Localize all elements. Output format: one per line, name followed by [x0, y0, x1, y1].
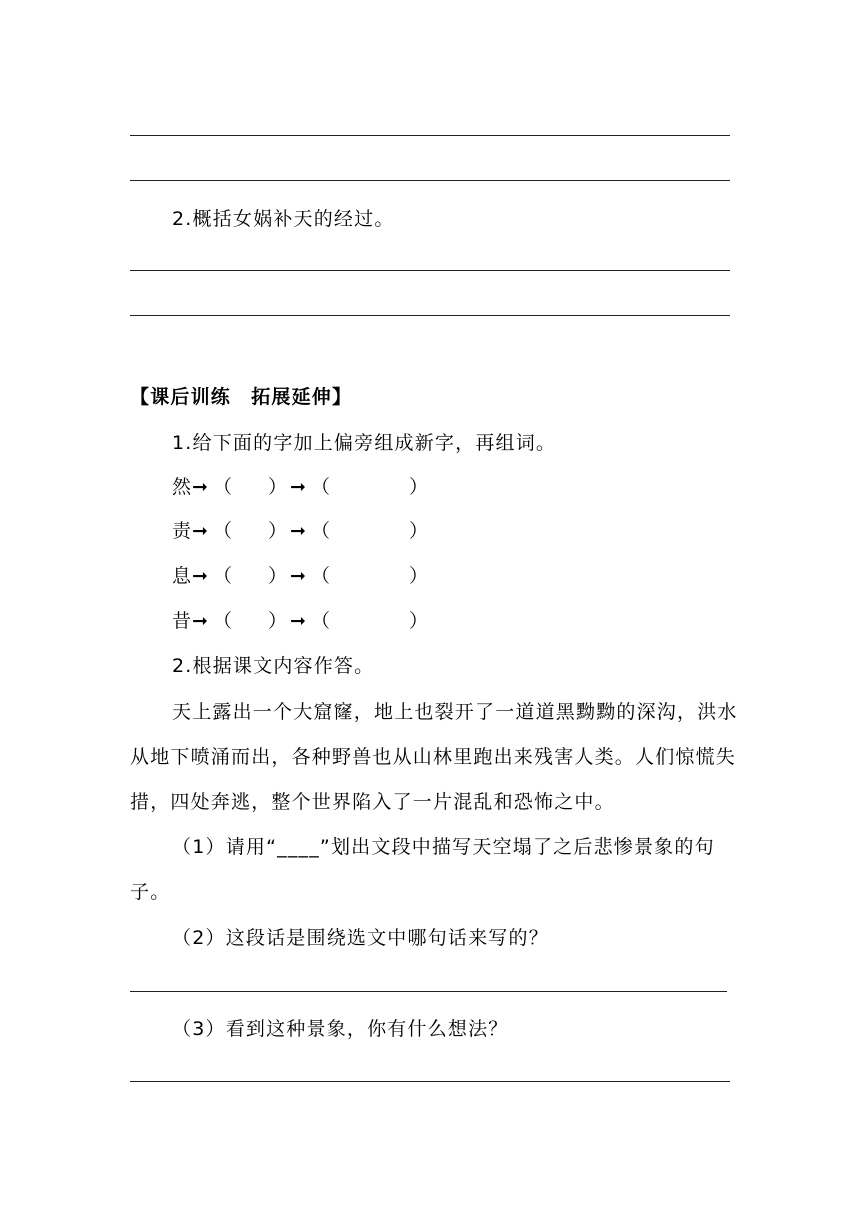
close-paren: ） [268, 610, 289, 632]
new-char-blank[interactable] [238, 520, 268, 542]
word-blank[interactable] [336, 520, 406, 542]
question-2-prompt: 2.概括女娲补天的经过。 [172, 208, 395, 230]
task-1-prompt: 1.给下面的字加上偏旁组成新字，再组词。 [172, 432, 557, 454]
close-paren: ） [409, 565, 430, 587]
passage-line: 措，四处奔逃，整个世界陷入了一片混乱和恐怖之中。 [130, 791, 615, 813]
close-paren: ） [268, 476, 289, 498]
arrow-icon: ➞ [290, 520, 308, 542]
answer-line[interactable] [130, 1081, 730, 1082]
passage-line: 天上露出一个大窟窿，地上也裂开了一道道黑黝黝的深沟，洪水 [172, 701, 738, 723]
open-paren: （ [213, 565, 234, 587]
open-paren: （ [311, 520, 332, 542]
new-char-blank[interactable] [238, 610, 268, 632]
close-paren: ） [268, 520, 289, 542]
task-2-prompt: 2.根据课文内容作答。 [172, 655, 375, 677]
subquestion-3: （3）看到这种景象，你有什么想法？ [172, 1018, 509, 1040]
answer-line[interactable] [130, 180, 730, 181]
section-title: 【课后训练 拓展延伸】 [130, 386, 353, 408]
base-char: 昔 [172, 610, 193, 632]
close-paren: ） [409, 476, 430, 498]
subquestion-2: （2）这段话是围绕选文中哪句话来写的？ [172, 927, 549, 949]
arrow-icon: ➞ [192, 476, 210, 498]
answer-line[interactable] [130, 135, 730, 136]
base-char: 责 [172, 520, 193, 542]
answer-line[interactable] [130, 991, 727, 992]
word-blank[interactable] [336, 565, 406, 587]
close-paren: ） [268, 565, 289, 587]
word-blank[interactable] [336, 610, 406, 632]
char-row [0, 610, 860, 634]
open-paren: （ [213, 476, 234, 498]
base-char: 然 [172, 476, 193, 498]
open-paren: （ [311, 476, 332, 498]
answer-line[interactable] [130, 270, 730, 271]
arrow-icon: ➞ [290, 476, 308, 498]
open-paren: （ [311, 610, 332, 632]
char-row [0, 476, 860, 500]
arrow-icon: ➞ [290, 610, 308, 632]
open-paren: （ [311, 565, 332, 587]
char-row [0, 565, 860, 589]
open-paren: （ [213, 610, 234, 632]
close-paren: ） [409, 520, 430, 542]
close-paren: ） [409, 610, 430, 632]
new-char-blank[interactable] [238, 565, 268, 587]
answer-line[interactable] [130, 315, 730, 316]
subquestion-1-cont: 子。 [130, 881, 171, 903]
new-char-blank[interactable] [238, 476, 268, 498]
char-row [0, 520, 860, 544]
word-blank[interactable] [336, 476, 406, 498]
passage-line: 从地下喷涌而出，各种野兽也从山林里跑出来残害人类。人们惊慌失 [130, 746, 737, 768]
base-char: 息 [172, 565, 193, 587]
arrow-icon: ➞ [192, 565, 210, 587]
open-paren: （ [213, 520, 234, 542]
arrow-icon: ➞ [290, 565, 308, 587]
arrow-icon: ➞ [192, 610, 210, 632]
arrow-icon: ➞ [192, 520, 210, 542]
subquestion-1: （1）请用“____”划出文段中描写天空塌了之后悲惨景象的句 [172, 836, 715, 858]
